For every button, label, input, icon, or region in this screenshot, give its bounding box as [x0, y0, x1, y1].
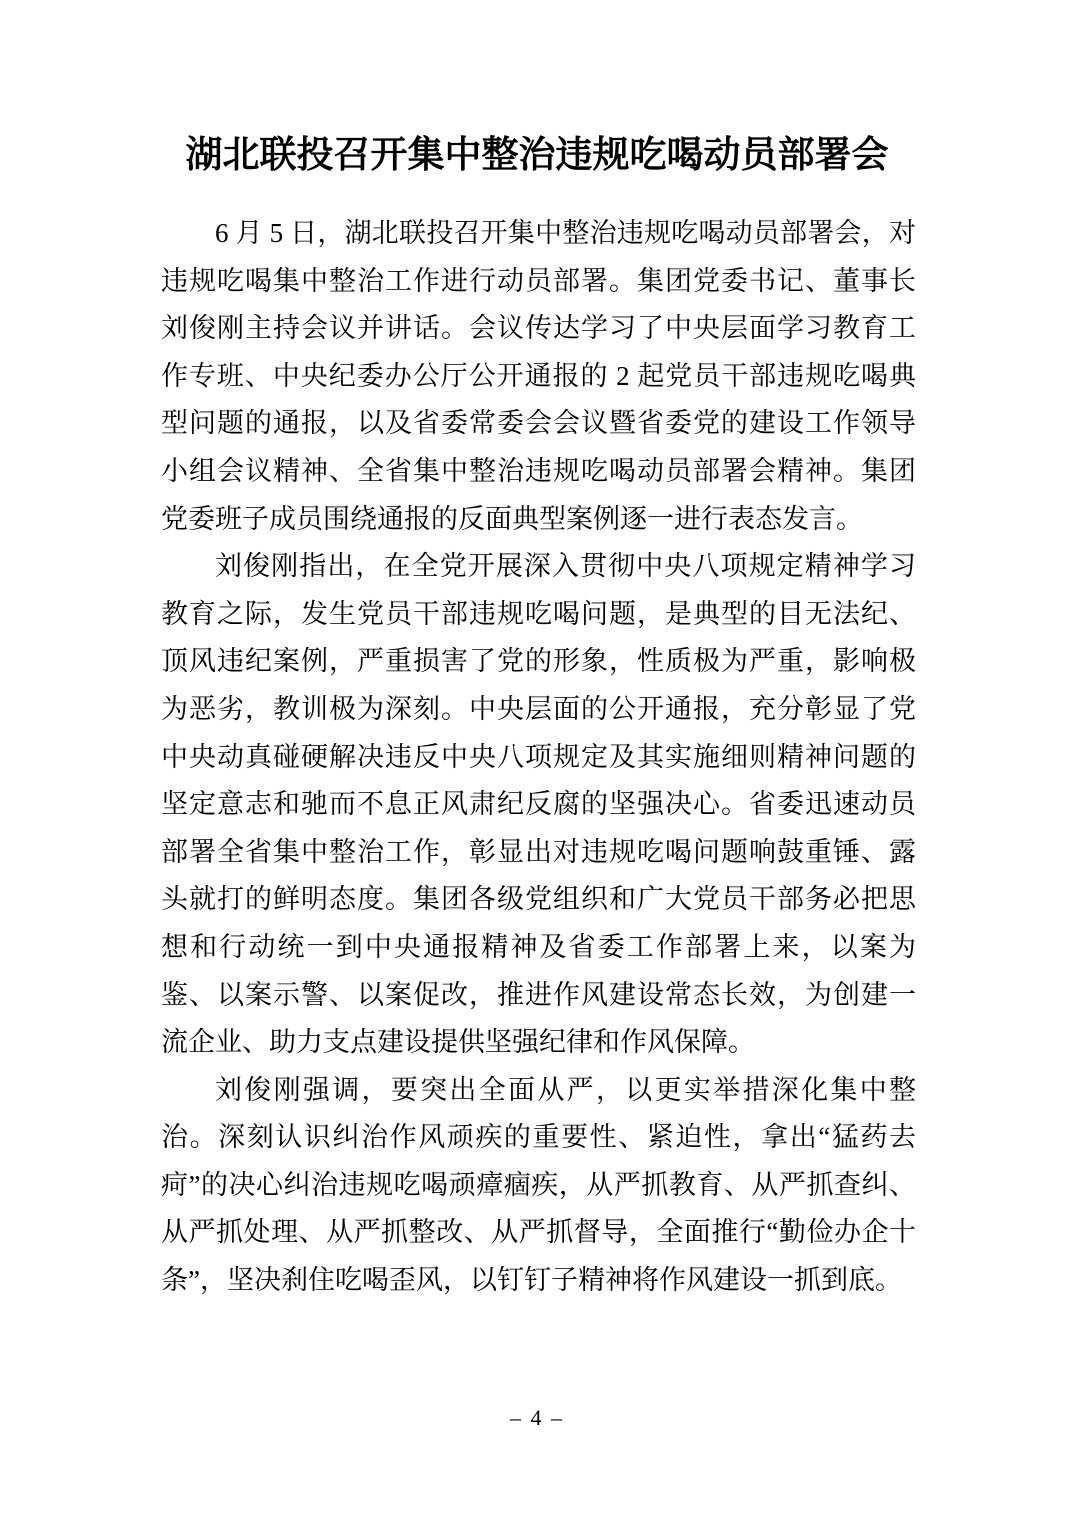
body-paragraph-1: 6 月 5 日，湖北联投召开集中整治违规吃喝动员部署会，对违规吃喝集中整治工作进行动员部署。集团党委书记、董事长刘俊刚主持会议并讲话。会议传达学习了中央层面学习教育工作专班、中央纪委办公厅公开通报的 2 起党员干部违规吃喝典型问题的通报，以及省委常委会会议暨省委党的建设工作领导小组会议精神、全省集中整治违规吃喝动员部署会精神。集团党委班子成员围绕通报的反面典型案例逐一进行表态发言。	[161, 218, 916, 534]
body-paragraph-3: 刘俊刚强调，要突出全面从严，以更实举措深化集中整治。深刻认识纠治作风顽疾的重要性、紧迫性，拿出“猛药去疴”的决心纠治违规吃喝顽瘴痼疾，从严抓教育、从严抓查纠、从严抓处理、从严抓整改、从严抓督导，全面推行“勤俭办企十条”，坚决刹住吃喝歪风，以钉钉子精神将作风建设一抓到底。	[161, 1074, 916, 1296]
body-paragraph-2: 刘俊刚指出，在全党开展深入贯彻中央八项规定精神学习教育之际，发生党员干部违规吃喝问题，是典型的目无法纪、顶风违纪案例，严重损害了党的形象，性质极为严重，影响极为恶劣，教训极为深刻。中央层面的公开通报，充分彰显了党中央动真碰硬解决违反中央八项规定及其实施细则精神问题的坚定意志和驰而不息正风肃纪反腐的坚强决心。省委迅速动员部署全省集中整治工作，彰显出对违规吃喝问题响鼓重锤、露头就打的鲜明态度。集团各级党组织和广大党员干部务必把思想和行动统一到中央通报精神及省委工作部署上来，以案为鉴、以案示警、以案促改，推进作风建设常态长效，为创建一流企业、助力支点建设提供坚强纪律和作风保障。	[161, 551, 916, 1058]
page-number: – 4 –	[510, 1405, 564, 1430]
page-title: 湖北联投召开集中整治违规吃喝动员部署会	[185, 135, 889, 176]
document-body	[161, 210, 916, 1305]
